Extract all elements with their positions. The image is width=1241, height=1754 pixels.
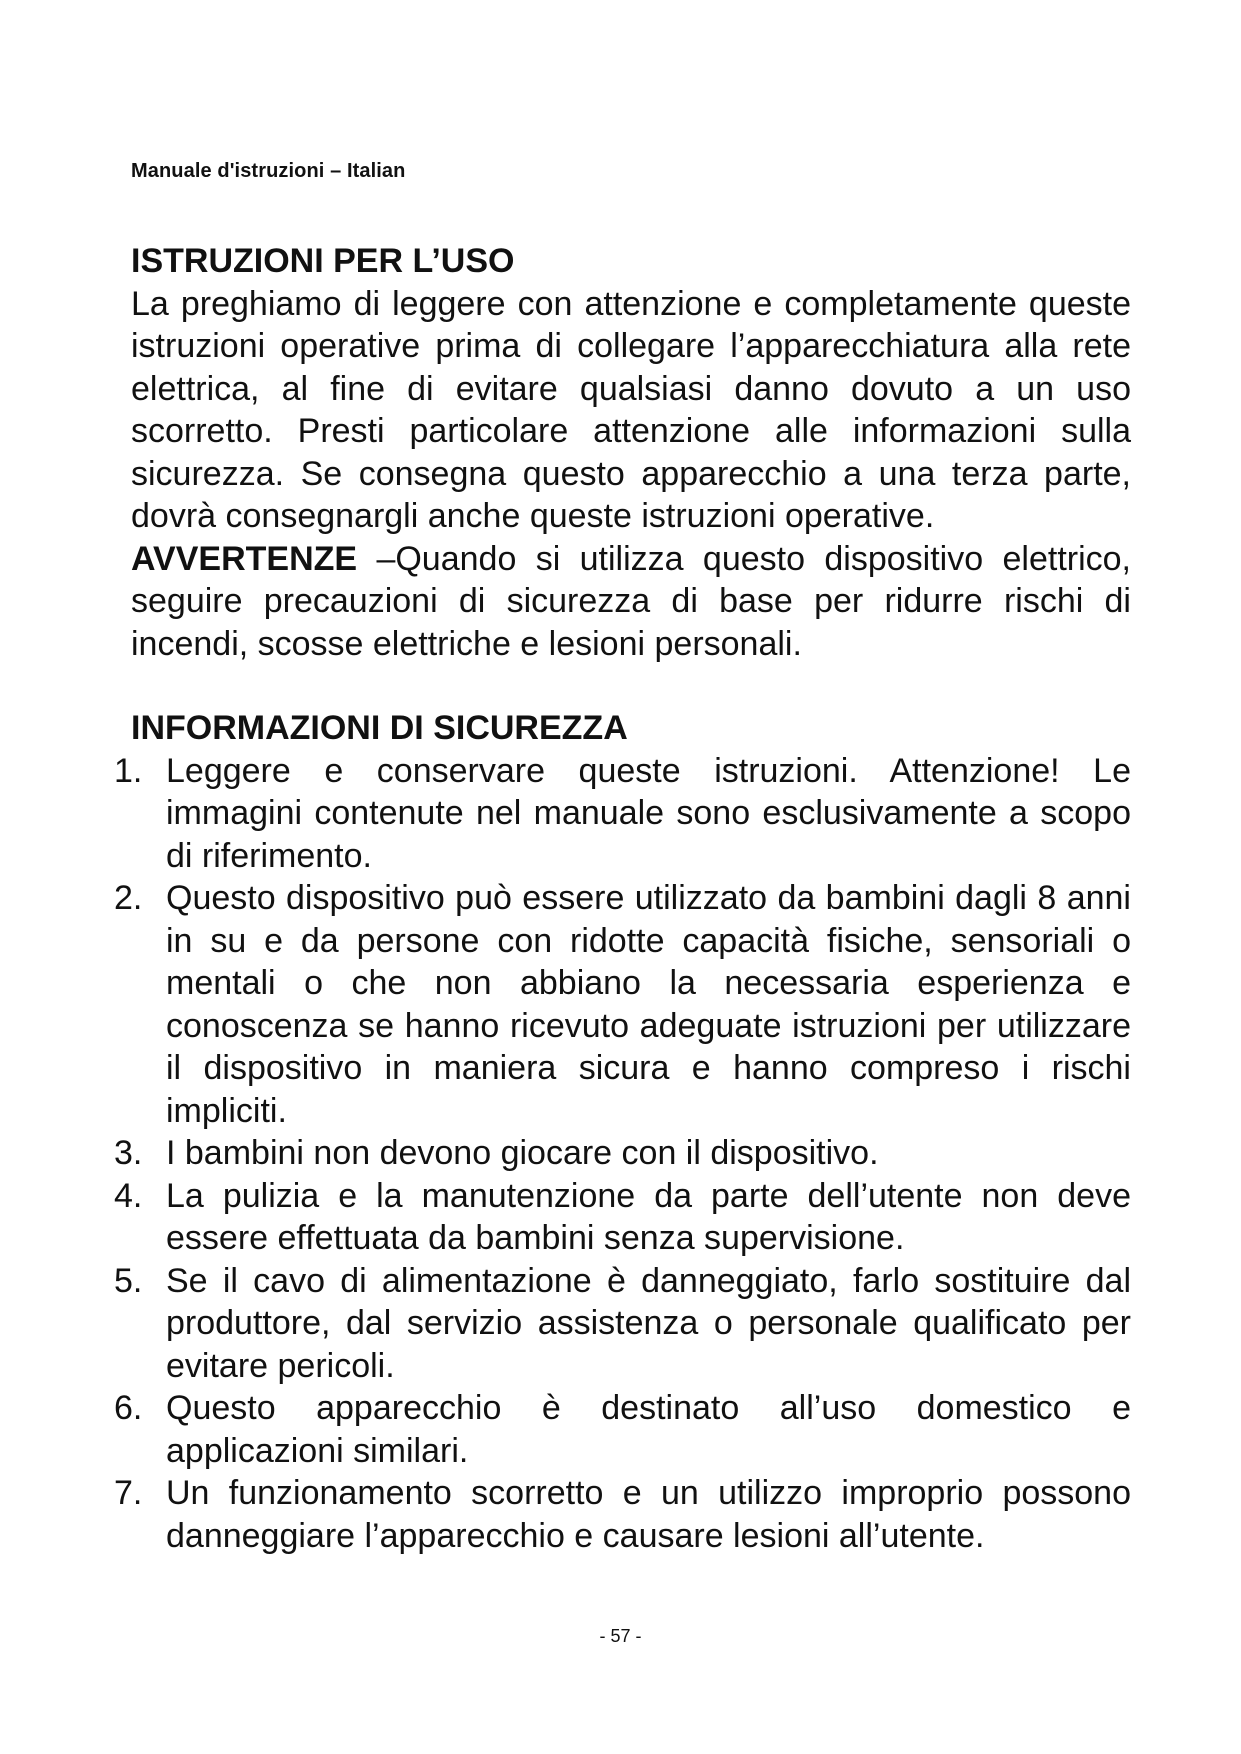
warning-paragraph: [131, 538, 1131, 666]
list-item: [114, 1260, 1131, 1388]
list-item-number: 3.: [114, 1134, 143, 1172]
list-item-number: 2.: [114, 879, 143, 917]
list-item-number: 7.: [114, 1474, 143, 1512]
list-item: [114, 1472, 1131, 1557]
list-item-text: Un funzionamento scorretto e un utilizzo improprio possono danneggiare l’apparecchio e causare lesioni all’utente.: [166, 1474, 1131, 1555]
list-item-text: Leggere e conservare queste istruzioni. Attenzione! Le immagini contenute nel manuale sono esclusivamente a scopo di riferimento.: [166, 751, 1131, 875]
list-item-text: Questo apparecchio è destinato all’uso domestico e applicazioni similari.: [166, 1389, 1131, 1470]
list-item-text: Questo dispositivo può essere utilizzato da bambini dagli 8 anni in su e da persone con ridotte capacità fisiche, sensoriali o mentali o che non abbiano la necessaria esperienza e conoscenza se hanno ricevuto adeguate istruzioni per utilizzare il dispositivo in maniera sicura e hanno compreso i rischi impliciti.: [166, 879, 1131, 1130]
list-item: [114, 750, 1131, 878]
list-item-number: 6.: [114, 1389, 143, 1427]
section-heading-instructions: ISTRUZIONI PER L’USO: [131, 242, 515, 280]
list-item-text: La pulizia e la manutenzione da parte dell’utente non deve essere effettuata da bambini senza supervisione.: [166, 1176, 1131, 1257]
manual-header: Manuale d'istruzioni – Italian: [131, 160, 406, 182]
list-item: [114, 877, 1131, 1132]
list-item: [114, 1175, 1131, 1260]
list-item-text: Se il cavo di alimentazione è danneggiato, farlo sostituire dal produttore, dal servizio assistenza o personale qualificato per evitare pericoli.: [166, 1261, 1131, 1385]
section-gap: [131, 665, 1131, 707]
list-item-number: 5.: [114, 1261, 143, 1300]
list-item: [114, 1132, 1131, 1175]
warning-text: –Quando si utilizza questo dispositivo elettrico, seguire precauzioni di sicurezza di base per ridurre rischi di incendi, scosse elettriche e lesioni personali.: [131, 539, 1131, 663]
list-item-number: 4.: [114, 1176, 143, 1215]
warning-label: AVVERTENZE: [131, 539, 358, 578]
page-content: [114, 240, 1131, 1557]
safety-list: [114, 750, 1131, 1558]
page-number: - 57 -: [599, 1626, 642, 1646]
section-heading-safety: INFORMAZIONI DI SICUREZZA: [131, 709, 628, 747]
list-item: [114, 1387, 1131, 1472]
list-item-text: I bambini non devono giocare con il dispositivo.: [166, 1134, 879, 1172]
list-item-number: 1.: [114, 751, 143, 790]
instructions-paragraph: La preghiamo di leggere con attenzione e completamente queste istruzioni operative prima di collegare l’apparecchiatura alla rete elettrica, al fine di evitare qualsiasi danno dovuto a un uso scorretto. Presti particolare attenzione alle informazioni sulla sicurezza. Se consegna questo apparecchio a una terza parte, dovrà consegnargli anche queste istruzioni operative.: [131, 284, 1131, 535]
